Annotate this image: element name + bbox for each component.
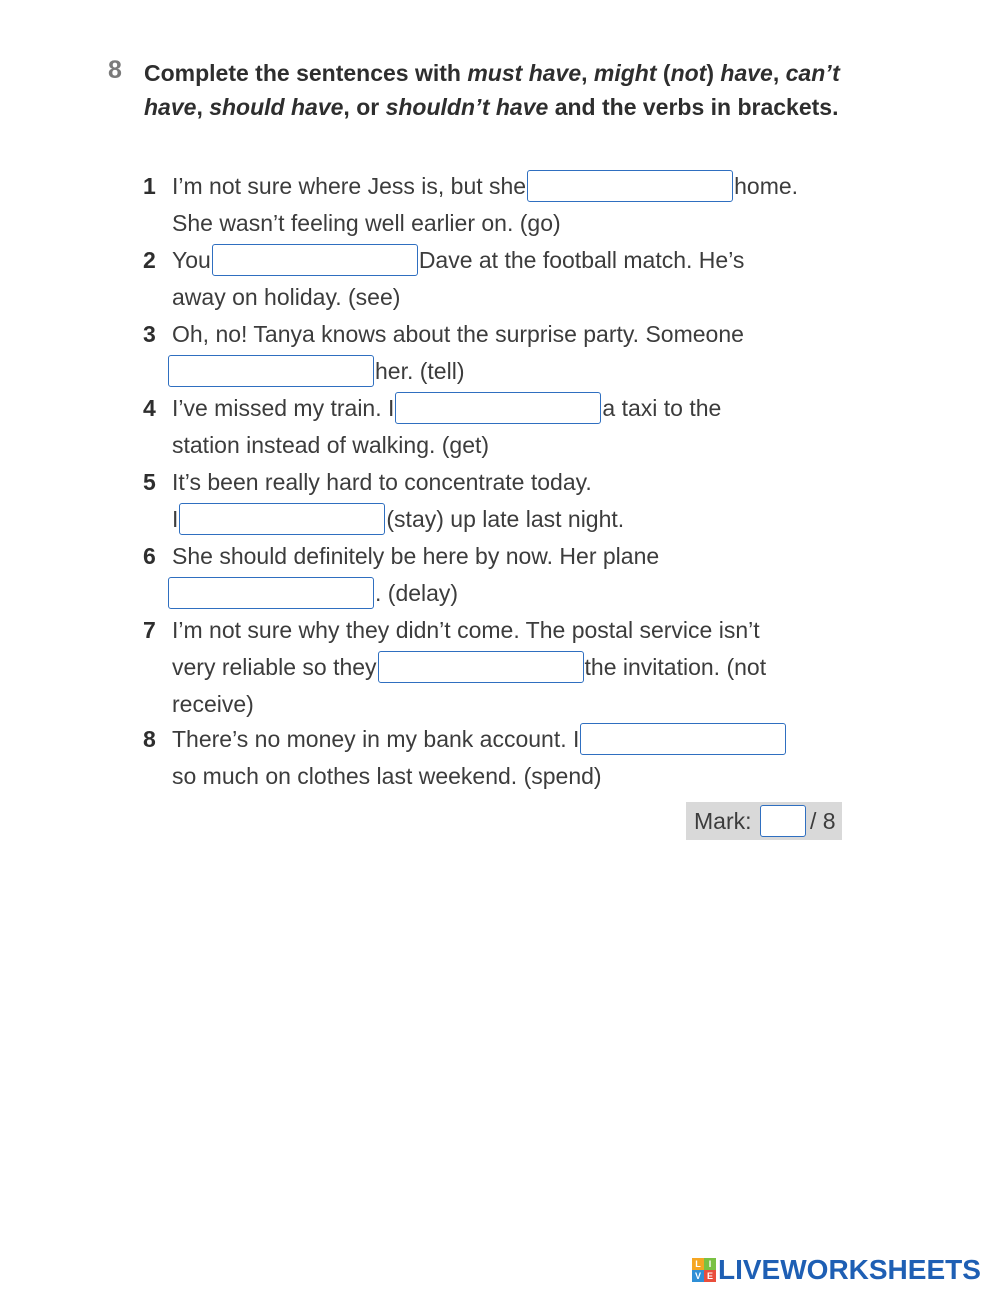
item-text: I — [172, 506, 179, 532]
mark-area — [686, 802, 842, 840]
item-line — [172, 538, 659, 574]
item-text: her. (tell) — [375, 358, 465, 384]
instruction-part: , — [772, 60, 786, 86]
mark-input[interactable] — [760, 805, 806, 837]
item-text: (stay) up late last night. — [386, 506, 625, 532]
item-text: Dave at the football match. He’s — [418, 247, 745, 273]
item-text: away on holiday. (see) — [172, 284, 401, 310]
item-number: 3 — [143, 321, 156, 347]
liveworksheets-logo-icon — [692, 1258, 716, 1282]
answer-input-1[interactable] — [527, 170, 733, 202]
item-number: 8 — [143, 726, 156, 752]
item-text: the invitation. (not — [584, 654, 767, 680]
item-number: 2 — [143, 247, 156, 273]
item-line — [172, 758, 602, 794]
item-line — [172, 501, 624, 537]
instruction-part: should have — [209, 94, 344, 120]
item-line — [172, 464, 592, 500]
item-text: I’m not sure where Jess is, but she — [172, 173, 527, 199]
item-text: so much on clothes last weekend. (spend) — [172, 763, 602, 789]
item-line — [172, 649, 766, 685]
item-line — [172, 686, 254, 722]
item-text: There’s no money in my bank account. I — [172, 726, 580, 752]
item-number: 7 — [143, 617, 156, 643]
item-text: receive) — [172, 691, 254, 717]
item-text: You — [172, 247, 211, 273]
answer-input-3[interactable] — [168, 355, 374, 387]
item-line — [172, 205, 561, 241]
instruction-part: shouldn’t have — [385, 94, 549, 120]
exercise-number: 8 — [108, 56, 122, 84]
instruction-part: can’t have — [144, 60, 840, 120]
instruction-part: ) — [706, 60, 721, 86]
item-text: It’s been really hard to concentrate today. — [172, 469, 592, 495]
item-line — [172, 612, 760, 648]
item-number: 4 — [143, 395, 156, 421]
logo-tile: L — [692, 1258, 704, 1270]
item-text: I’ve missed my train. I — [172, 395, 395, 421]
item-line — [172, 316, 744, 352]
instruction-part: , — [196, 94, 210, 120]
instruction-part: , — [581, 60, 594, 86]
instruction-part: ( — [656, 60, 671, 86]
item-text: home. — [734, 173, 799, 199]
item-number: 5 — [143, 469, 156, 495]
item-line — [172, 390, 721, 426]
item-text: . (delay) — [375, 580, 459, 606]
answer-input-7[interactable] — [378, 651, 584, 683]
instruction-part: , or — [343, 94, 386, 120]
item-line — [172, 427, 489, 463]
mark-label: Mark: — [694, 808, 752, 834]
instruction-part: might — [593, 60, 657, 86]
item-line — [172, 721, 787, 757]
answer-input-5[interactable] — [179, 503, 385, 535]
instruction-part: Complete the sentences with — [144, 60, 468, 86]
item-text: station instead of walking. (get) — [172, 432, 490, 458]
logo-tile: E — [704, 1270, 716, 1282]
item-text: a taxi to the — [602, 395, 722, 421]
item-text: I’m not sure why they didn’t come. The postal service isn’t — [172, 617, 760, 643]
item-line — [172, 168, 798, 204]
logo-tile: I — [704, 1258, 716, 1270]
item-number: 1 — [143, 173, 156, 199]
instruction-part: not — [670, 60, 707, 86]
item-text: She wasn’t feeling well earlier on. (go) — [172, 210, 561, 236]
item-number: 6 — [143, 543, 156, 569]
item-text: very reliable so they — [172, 654, 377, 680]
answer-input-4[interactable] — [395, 392, 601, 424]
answer-input-6[interactable] — [168, 577, 374, 609]
brand-name: LIVEWORKSHEETS — [718, 1254, 981, 1285]
item-line — [172, 242, 744, 278]
item-line — [167, 353, 464, 389]
answer-input-8[interactable] — [580, 723, 786, 755]
logo-tile: V — [692, 1270, 704, 1282]
item-line — [172, 279, 400, 315]
instruction-part: must have — [467, 60, 582, 86]
instruction-part: and the verbs in brackets. — [548, 94, 839, 120]
mark-total: / 8 — [810, 808, 836, 834]
item-text: She should definitely be here by now. Her plane — [172, 543, 660, 569]
instruction-part: have — [720, 60, 773, 86]
exercise-instruction — [144, 56, 844, 124]
answer-input-2[interactable] — [212, 244, 418, 276]
item-line — [167, 575, 458, 611]
item-text: Oh, no! Tanya knows about the surprise party. Someone — [172, 321, 744, 347]
